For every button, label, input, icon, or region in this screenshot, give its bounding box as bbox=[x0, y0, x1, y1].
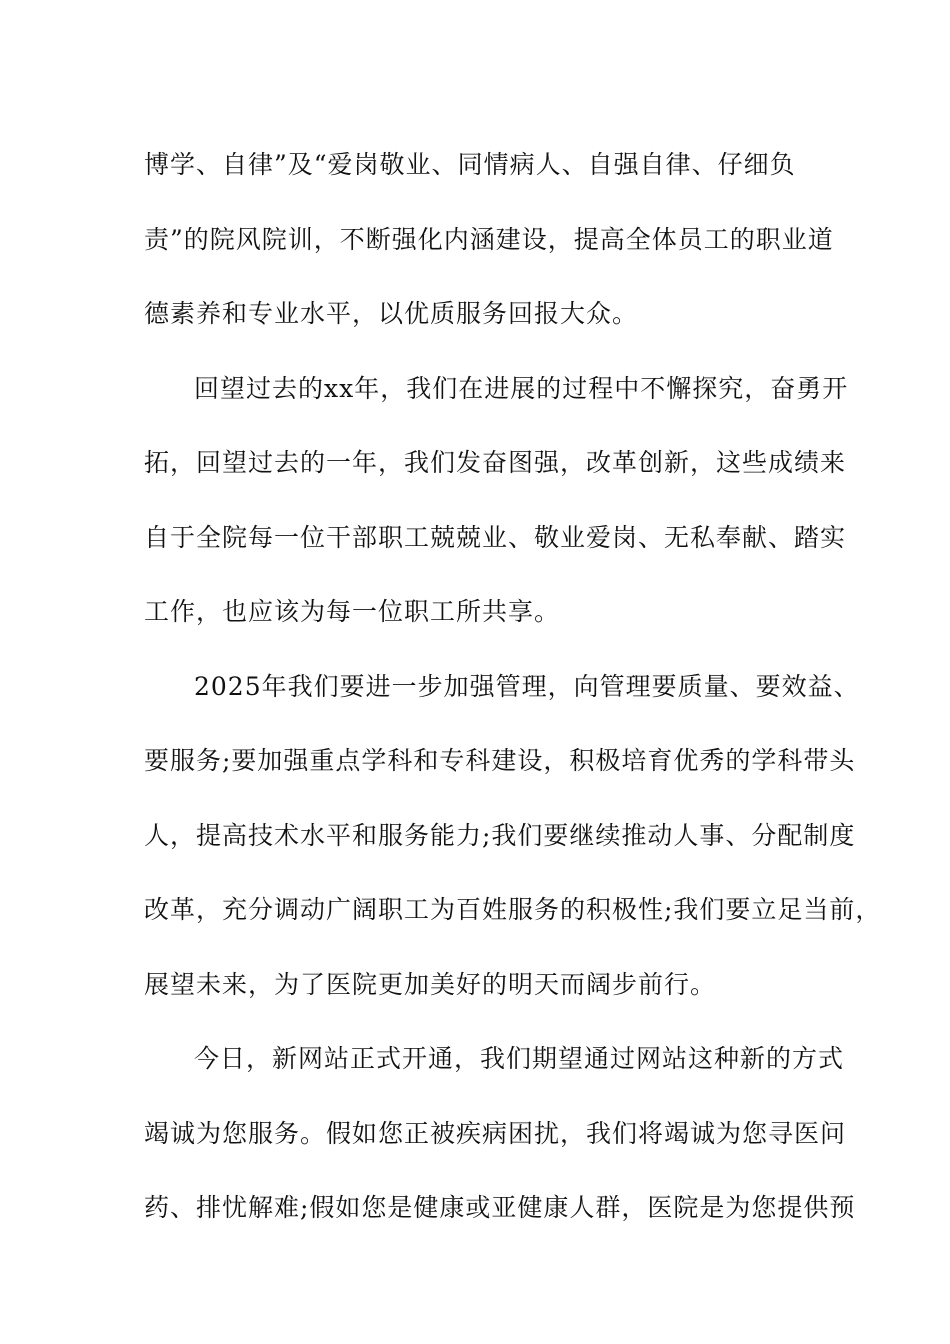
paragraph-3 bbox=[144, 650, 882, 1023]
text-line: 改革，充分调动广阔职工为百姓服务的积极性;我们要立足当前， bbox=[144, 895, 882, 924]
paragraph-2 bbox=[144, 352, 849, 650]
text-line: 责”的院风院训，不断强化内涵建设，提高全体员工的职业道 bbox=[144, 224, 834, 254]
text-line: 拓，回望过去的一年，我们发奋图强，改革创新，这些成绩来 bbox=[144, 448, 847, 477]
text-line: 今日，新网站正式开通，我们期望通过网站这种新的方式 bbox=[194, 1044, 845, 1073]
paragraph-1 bbox=[144, 128, 834, 352]
body-text bbox=[144, 128, 882, 1246]
paragraph-4 bbox=[144, 1022, 856, 1246]
text-line: 工作，也应该为每一位职工所共享。 bbox=[144, 597, 561, 626]
text-line: 回望过去的xx年，我们在进展的过程中不懈探究，奋勇开 bbox=[194, 373, 849, 403]
text-line: 竭诚为您服务。假如您正被疾病困扰，我们将竭诚为您寻医问 bbox=[144, 1118, 847, 1148]
text-line: 人，提高技术水平和服务能力;我们要继续推动人事、分配制度 bbox=[144, 820, 856, 850]
text-line: 2025年我们要进一步加强管理，向管理要质量、要效益、 bbox=[194, 671, 860, 701]
text-line: 要服务;要加强重点学科和专科建设，积极培育优秀的学科带头 bbox=[144, 746, 856, 775]
text-line: 药、排忧解难;假如您是健康或亚健康人群，医院是为您提供预 bbox=[144, 1193, 856, 1222]
text-line: 展望未来，为了医院更加美好的明天而阔步前行。 bbox=[144, 969, 717, 999]
text-line: 博学、自律”及“爱岗敬业、同情病人、自强自律、仔细负 bbox=[144, 150, 796, 179]
text-line: 自于全院每一位干部职工兢兢业、敬业爱岗、无私奉献、踏实 bbox=[144, 522, 847, 552]
text-line: 德素养和专业水平，以优质服务回报大众。 bbox=[144, 299, 639, 328]
